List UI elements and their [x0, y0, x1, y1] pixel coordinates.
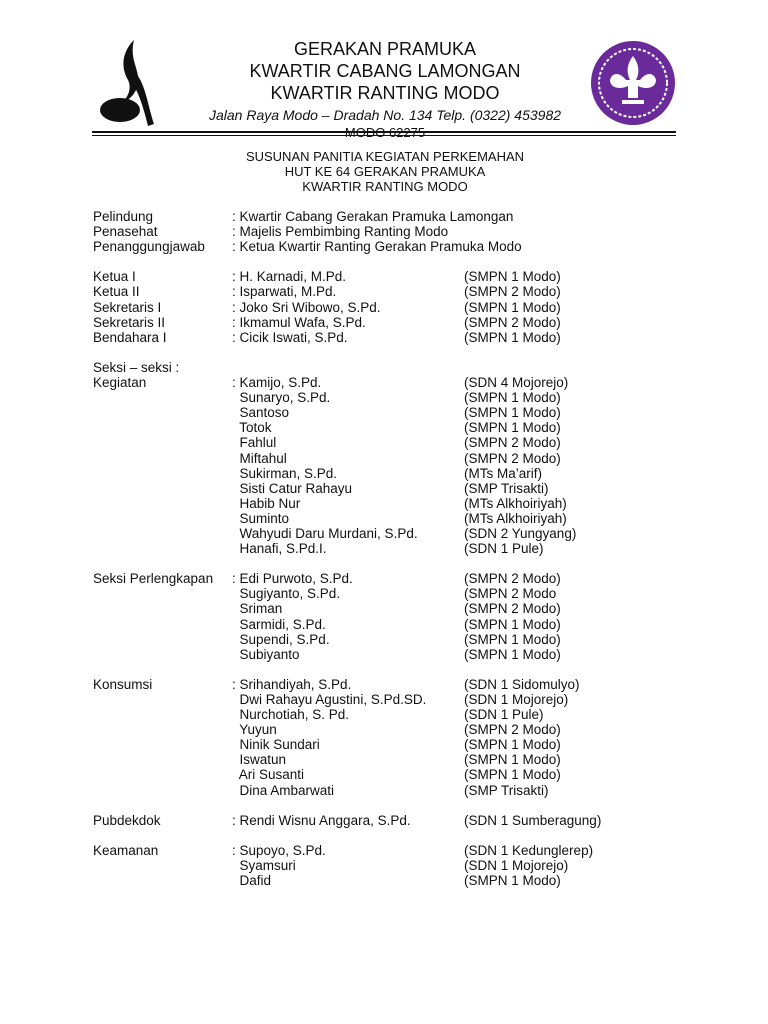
member-name: Sarmidi, S.Pd. [232, 616, 326, 632]
committee-row [93, 752, 653, 767]
member-school: (SMPN 2 Modo) [464, 571, 561, 587]
member-school: (SDN 1 Kedunglerep) [464, 842, 594, 858]
member-school: (MTs Ma’arif) [464, 465, 542, 481]
member-name: Fahlul [232, 435, 277, 451]
title-line-2: HUT KE 64 GERAKAN PRAMUKA [284, 164, 486, 179]
committee-row [93, 300, 653, 315]
title-line-1: SUSUNAN PANITIA KEGIATAN PERKEMAHAN [245, 149, 525, 164]
member-name: Totok [232, 420, 272, 436]
role-label: Penanggungjawab [93, 239, 205, 255]
letterhead-divider-thick [92, 131, 676, 133]
member-name: : Rendi Wisnu Anggara, S.Pd. [232, 812, 411, 828]
committee-row [93, 390, 653, 405]
committee-row [93, 375, 653, 390]
committee-row [93, 571, 653, 586]
committee-row [93, 632, 653, 647]
member-name: Sunaryo, S.Pd. [232, 390, 331, 406]
committee-row [93, 315, 653, 330]
member-name: Suminto [232, 510, 290, 526]
member-school: (SMPN 1 Modo) [464, 329, 561, 345]
committee-row [93, 767, 653, 782]
committee-row [93, 813, 653, 828]
committee-row [93, 707, 653, 722]
member-name: Dafid [232, 873, 272, 889]
committee-row [93, 722, 653, 737]
member-school: (SMPN 2 Modo) [464, 314, 561, 330]
committee-row [93, 647, 653, 662]
member-school: (SDN 4 Mojorejo) [464, 375, 569, 391]
row-spacer [93, 556, 653, 571]
committee-row [93, 526, 653, 541]
committee-row [93, 239, 653, 254]
committee-row [93, 541, 653, 556]
committee-row [93, 466, 653, 481]
member-name: Sugiyanto, S.Pd. [232, 586, 341, 602]
member-school: (SMPN 2 Modo) [464, 450, 561, 466]
member-name: Habib Nur [232, 495, 301, 511]
member-name: : Joko Sri Wibowo, S.Pd. [232, 299, 381, 315]
letterhead-divider-thin [92, 135, 676, 136]
committee-row [93, 284, 653, 299]
committee-row [93, 858, 653, 873]
tunas-kelapa-logo-icon [98, 36, 162, 132]
member-name: Sukirman, S.Pd. [232, 465, 338, 481]
document-title [160, 149, 610, 194]
member-school: (SMPN 1 Modo) [464, 405, 561, 421]
committee-row [93, 496, 653, 511]
role-label: Seksi – seksi : [93, 359, 180, 375]
member-name: Sriman [232, 601, 283, 617]
member-school: (MTs Alkhoiriyah) [464, 495, 567, 511]
row-spacer [93, 662, 653, 677]
committee-row [93, 451, 653, 466]
committee-row [93, 873, 653, 888]
ranting-name: KWARTIR RANTING MODO [270, 83, 500, 103]
member-school: (SMPN 2 Modo) [464, 435, 561, 451]
role-label: Pubdekdok [93, 812, 161, 828]
member-name: Hanafi, S.Pd.I. [232, 541, 327, 557]
role-label: Kegiatan [93, 375, 147, 391]
committee-row [93, 692, 653, 707]
member-name: Wahyudi Daru Murdani, S.Pd. [232, 525, 418, 541]
member-school: (SMPN 1 Modo) [464, 767, 561, 783]
member-name: : Isparwati, M.Pd. [232, 284, 337, 300]
member-school: (SDN 1 Sumberagung) [464, 812, 602, 828]
member-school: (SMP Trisakti) [464, 480, 549, 496]
committee-row [93, 330, 653, 345]
member-name: : Kwartir Cabang Gerakan Pramuka Lamongan [232, 209, 514, 224]
committee-list [93, 209, 653, 888]
member-name: Iswatun [232, 752, 287, 768]
committee-row [93, 224, 653, 239]
role-label: Bendahara I [93, 329, 167, 345]
member-school: (SDN 1 Pule) [464, 707, 544, 723]
member-school: (SDN 2 Yungyang) [464, 525, 577, 541]
role-label: Sekretaris I [93, 299, 162, 315]
committee-row [93, 737, 653, 752]
member-name: Sisti Catur Rahayu [232, 480, 353, 496]
member-name: Yuyun [232, 722, 277, 738]
role-label: Ketua II [93, 284, 140, 300]
committee-row [93, 511, 653, 526]
member-school: (SMPN 2 Modo [464, 586, 557, 602]
member-name: Nurchotiah, S. Pd. [232, 707, 350, 723]
title-line-3: KWARTIR RANTING MODO [302, 179, 468, 194]
member-school: (SMPN 1 Modo) [464, 737, 561, 753]
member-name: Santoso [232, 405, 290, 421]
member-school: (SMPN 2 Modo) [464, 601, 561, 617]
member-name: : H. Karnadi, M.Pd. [232, 269, 347, 285]
branch-name: KWARTIR CABANG LAMONGAN [249, 61, 521, 81]
committee-row [93, 481, 653, 496]
role-label: Sekretaris II [93, 314, 166, 330]
member-school: (SMPN 1 Modo) [464, 616, 561, 632]
committee-row [93, 783, 653, 798]
committee-row [93, 601, 653, 616]
member-name: : Kamijo, S.Pd. [232, 375, 322, 391]
member-school: (SMPN 1 Modo) [464, 390, 561, 406]
org-name: GERAKAN PRAMUKA [293, 39, 477, 59]
member-name: Ninik Sundari [232, 737, 320, 753]
member-school: (SDN 1 Mojorejo) [464, 692, 569, 707]
committee-row [93, 586, 653, 601]
member-name: Subiyanto [232, 646, 300, 662]
committee-row [93, 269, 653, 284]
member-school: (SMP Trisakti) [464, 782, 549, 798]
role-label: Keamanan [93, 842, 159, 858]
member-school: (SDN 1 Sidomulyo) [464, 676, 580, 692]
member-name: Syamsuri [232, 858, 296, 874]
row-spacer [93, 828, 653, 843]
committee-row [93, 435, 653, 450]
member-name: : Ikmamul Wafa, S.Pd. [232, 314, 366, 330]
committee-row [93, 405, 653, 420]
member-school: (SMPN 1 Modo) [464, 420, 561, 436]
member-school: (SMPN 1 Modo) [464, 873, 561, 889]
committee-row [93, 843, 653, 858]
member-name: : Srihandiyah, S.Pd. [232, 676, 352, 692]
member-name: Miftahul [232, 450, 287, 466]
member-school: (SMPN 2 Modo) [464, 284, 561, 300]
member-school: (SMPN 1 Modo) [464, 631, 561, 647]
member-name: : Majelis Pembimbing Ranting Modo [232, 224, 449, 240]
committee-row [93, 209, 653, 224]
member-school: (MTs Alkhoiriyah) [464, 510, 567, 526]
member-name: : Cicik Iswati, S.Pd. [232, 329, 348, 345]
committee-row [93, 360, 653, 375]
committee-row [93, 420, 653, 435]
member-school: (SMPN 1 Modo) [464, 269, 561, 285]
role-label: Seksi Perlengkapan [93, 571, 214, 587]
member-name: : Supoyo, S.Pd. [232, 842, 326, 858]
member-school: (SMPN 1 Modo) [464, 646, 561, 662]
member-school: (SDN 1 Pule) [464, 541, 544, 557]
member-name: Ari Susanti [232, 767, 305, 783]
role-label: Penasehat [93, 224, 158, 240]
letterhead [160, 38, 610, 141]
row-spacer [93, 254, 653, 269]
member-name: : Ketua Kwartir Ranting Gerakan Pramuka Modo [232, 239, 522, 255]
role-label: Konsumsi [93, 676, 153, 692]
member-name: : Edi Purwoto, S.Pd. [232, 571, 353, 587]
member-name: Dwi Rahayu Agustini, S.Pd.SD. [232, 692, 427, 707]
member-school: (SDN 1 Mojorejo) [464, 858, 569, 874]
member-school: (SMPN 2 Modo) [464, 722, 561, 738]
row-spacer [93, 345, 653, 360]
row-spacer [93, 798, 653, 813]
committee-row [93, 677, 653, 692]
member-name: Dina Ambarwati [232, 782, 335, 798]
role-label: Pelindung [93, 209, 154, 224]
committee-row [93, 617, 653, 632]
role-label: Ketua I [93, 269, 136, 285]
member-school: (SMPN 1 Modo) [464, 752, 561, 768]
member-school: (SMPN 1 Modo) [464, 299, 561, 315]
member-name: Supendi, S.Pd. [232, 631, 330, 647]
address: Jalan Raya Modo – Dradah No. 134 Telp. (0322) 453982 [208, 107, 562, 123]
